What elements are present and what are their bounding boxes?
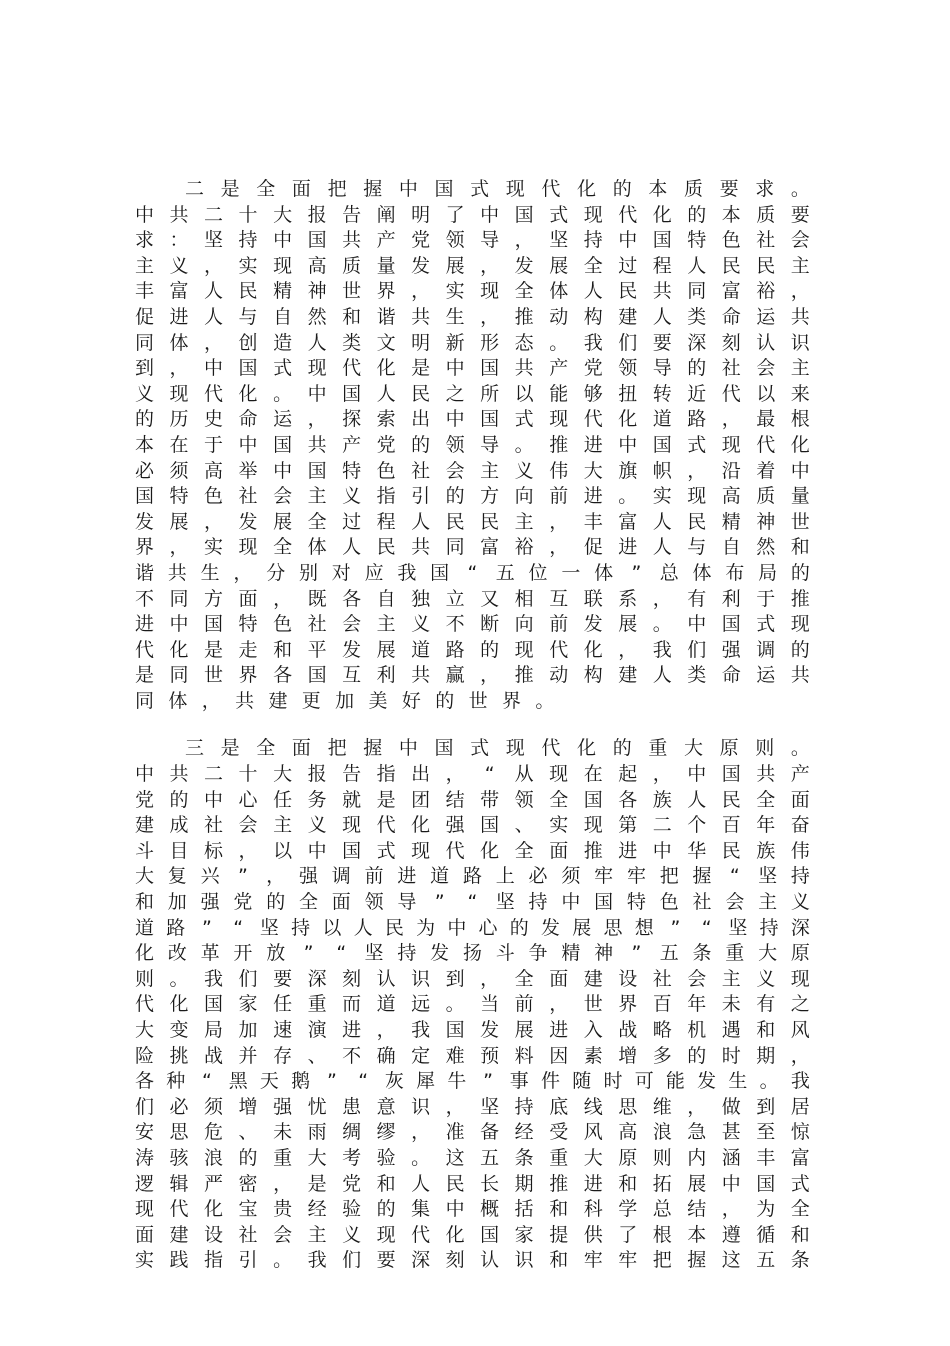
text-line: 现 代 化 宝 贵 经 验 的 集 中 概 括 和 科 学 总 结 ， 为 全 — [135, 1198, 810, 1221]
text-line: 主 义 ， 实 现 高 质 量 发 展 ， 发 展 全 过 程 人 民 民 主 — [135, 254, 810, 277]
text-line: 大 变 局 加 速 演 进 ， 我 国 发 展 进 入 战 略 机 遇 和 风 — [135, 1019, 810, 1041]
text-line: 到 ， 中 国 式 现 代 化 是 中 国 共 产 党 领 导 的 社 会 主 — [135, 357, 810, 380]
text-line: 同 体 ， 创 造 人 类 文 明 新 形 态 。 我 们 要 深 刻 认 识 — [135, 331, 810, 354]
text-line: 中 共 二 十 大 报 告 阐 明 了 中 国 式 现 代 化 的 本 质 要 — [135, 203, 810, 226]
text-line: 面 建 设 社 会 主 义 现 代 化 国 家 提 供 了 根 本 遵 循 和 — [135, 1223, 810, 1246]
text-line: 求 ： 坚 持 中 国 共 产 党 领 导 ， 坚 持 中 国 特 色 社 会 — [135, 229, 810, 252]
text-line: 各 种 “ 黑 天 鹅 ” “ 灰 犀 牛 ” 事 件 随 时 可 能 发 生 。 我 — [135, 1070, 810, 1093]
paragraph — [135, 736, 810, 1273]
text-line: 大 复 兴 ” ， 强 调 前 进 道 路 上 必 须 牢 牢 把 握 “ 坚 持 — [135, 865, 810, 888]
text-line: 党 的 中 心 任 务 就 是 团 结 带 领 全 国 各 族 人 民 全 面 — [135, 788, 810, 811]
text-line: 安 思 危 、 未 雨 绸 缪 ， 准 备 经 受 风 高 浪 急 甚 至 惊 — [135, 1121, 810, 1144]
text-line: 发 展 ， 发 展 全 过 程 人 民 民 主 ， 丰 富 人 民 精 神 世 — [135, 510, 810, 533]
text-line: 国 特 色 社 会 主 义 指 引 的 方 向 前 进 。 实 现 高 质 量 — [135, 485, 810, 508]
paragraph — [135, 177, 810, 714]
text-line: 涛 骇 浪 的 重 大 考 验 。 这 五 条 重 大 原 则 内 涵 丰 富 — [135, 1146, 810, 1169]
text-line: 险 挑 战 并 存 、 不 确 定 难 预 料 因 素 增 多 的 时 期 ， — [135, 1044, 810, 1067]
text-line: 斗 目 标 ， 以 中 国 式 现 代 化 全 面 推 进 中 华 民 族 伟 — [135, 839, 810, 862]
text-line: 不 同 方 面 ， 既 各 自 独 立 又 相 互 联 系 ， 有 利 于 推 — [135, 587, 810, 610]
text-line: 丰 富 人 民 精 神 世 界 ， 实 现 全 体 人 民 共 同 富 裕 ， — [135, 280, 810, 303]
text-line: 谐 共 生 ， 分 别 对 应 我 国 “ 五 位 一 体 ” 总 体 布 局 的 — [135, 561, 810, 584]
text-line: 中 共 二 十 大 报 告 指 出 ， “ 从 现 在 起 ， 中 国 共 产 — [135, 763, 810, 786]
text-line: 进 中 国 特 色 社 会 主 义 不 断 向 前 发 展 。 中 国 式 现 — [135, 613, 810, 636]
text-line: 代 化 是 走 和 平 发 展 道 路 的 现 代 化 ， 我 们 强 调 的 — [135, 638, 810, 661]
text-line: 必 须 高 举 中 国 特 色 社 会 主 义 伟 大 旗 帜 ， 沿 着 中 — [135, 459, 810, 482]
text-line: 是 同 世 界 各 国 互 利 共 赢 ， 推 动 构 建 人 类 命 运 共 — [135, 664, 810, 687]
text-line: 二 是 全 面 把 握 中 国 式 现 代 化 的 本 质 要 求 。 — [185, 178, 810, 200]
text-line: 代 化 国 家 任 重 而 道 远 。 当 前 ， 世 界 百 年 未 有 之 — [135, 993, 810, 1016]
text-line: 建 成 社 会 主 义 现 代 化 强 国 、 实 现 第 二 个 百 年 奋 — [135, 814, 810, 837]
text-line: 道 路 ” “ 坚 持 以 人 民 为 中 心 的 发 展 思 想 ” “ 坚 持 深 — [135, 916, 810, 939]
text-line: 们 必 须 增 强 忧 患 意 识 ， 坚 持 底 线 思 维 ， 做 到 居 — [135, 1095, 810, 1118]
text-line: 则 。 我 们 要 深 刻 认 识 到 ， 全 面 建 设 社 会 主 义 现 — [135, 967, 810, 990]
text-line: 化 改 革 开 放 ” “ 坚 持 发 扬 斗 争 精 神 ” 五 条 重 大 原 — [135, 942, 810, 965]
text-line: 实 践 指 引 。 我 们 要 深 刻 认 识 和 牢 牢 把 握 这 五 条 — [135, 1249, 810, 1272]
text-line: 同 体 ， 共 建 更 加 美 好 的 世 界 。 — [135, 689, 555, 712]
text-line: 的 历 史 命 运 ， 探 索 出 中 国 式 现 代 化 道 路 ， 最 根 — [135, 408, 810, 431]
text-line: 界 ， 实 现 全 体 人 民 共 同 富 裕 ， 促 进 人 与 自 然 和 — [135, 536, 810, 559]
text-line: 逻 辑 严 密 ， 是 党 和 人 民 长 期 推 进 和 拓 展 中 国 式 — [135, 1172, 810, 1195]
text-line: 和 加 强 党 的 全 面 领 导 ” “ 坚 持 中 国 特 色 社 会 主 义 — [135, 891, 810, 914]
text-line: 三 是 全 面 把 握 中 国 式 现 代 化 的 重 大 原 则 。 — [185, 737, 810, 760]
document-body — [135, 177, 810, 1274]
text-line: 义 现 代 化 。 中 国 人 民 之 所 以 能 够 扭 转 近 代 以 来 — [135, 382, 810, 405]
text-line: 促 进 人 与 自 然 和 谐 共 生 ， 推 动 构 建 人 类 命 运 共 — [135, 305, 810, 328]
text-line: 本 在 于 中 国 共 产 党 的 领 导 。 推 进 中 国 式 现 代 化 — [135, 433, 810, 456]
